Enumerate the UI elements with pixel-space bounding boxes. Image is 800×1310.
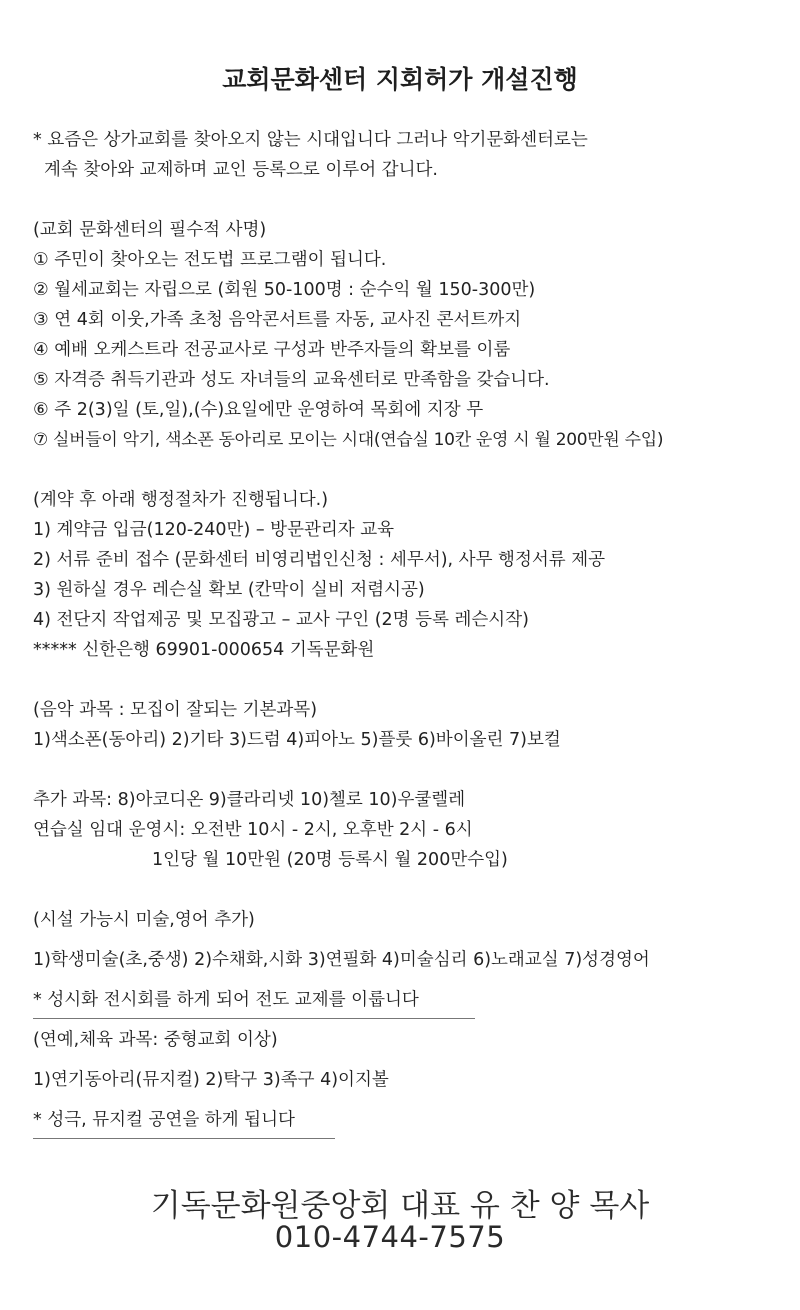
contract-heading: (계약 후 아래 행정절차가 진행됩니다.) <box>33 490 329 510</box>
mission-item: ③ 연 4회 이웃,가족 초청 음악콘서트를 자동, 교사진 콘서트까지 <box>33 310 522 330</box>
performance-subjects: 1)연기동아리(뮤지컬) 2)탁구 3)족구 4)이지볼 <box>33 1070 389 1090</box>
intro-line-2: 계속 찾아와 교제하며 교인 등록으로 이루어 갑니다. <box>44 160 438 180</box>
art-heading: (시설 가능시 미술,영어 추가) <box>33 910 255 930</box>
mission-item: ⑥ 주 2(3)일 (토,일),(수)요일에만 운영하여 목회에 지장 무 <box>33 400 484 420</box>
mission-item: ④ 예배 오케스트라 전공교사로 구성과 반주자들의 확보를 이룸 <box>33 340 511 360</box>
bank-account: ***** 신한은행 69901-000654 기독문화원 <box>33 640 375 660</box>
page-title: 교회문화센터 지회허가 개설진행 <box>222 65 578 94</box>
mission-item: ⑦ 실버들이 악기, 색소폰 동아리로 모이는 시대(연습실 10칸 운영 시 월 200만원 수입) <box>33 430 664 450</box>
art-note: * 성시화 전시회를 하게 되어 전도 교제를 이룹니다 <box>33 990 419 1010</box>
music-basic-subjects: 1)색소폰(동아리) 2)기타 3)드럼 4)피아노 5)플룻 6)바이올린 7)보컬 <box>33 730 561 750</box>
mission-item: ① 주민이 찾아오는 전도법 프로그램이 됩니다. <box>33 250 387 270</box>
contract-item: 4) 전단지 작업제공 및 모집광고 – 교사 구인 (2명 등록 레슨시작) <box>33 610 529 630</box>
rental-hours: 연습실 임대 운영시: 오전반 10시 - 2시, 오후반 2시 - 6시 <box>33 820 473 840</box>
music-heading: (음악 과목 : 모집이 잘되는 기본과목) <box>33 700 318 720</box>
contract-item: 2) 서류 준비 접수 (문화센터 비영리법인신청 : 세무서), 사무 행정서류 제공 <box>33 550 606 570</box>
contract-item: 1) 계약금 입금(120-240만) – 방문관리자 교육 <box>33 520 395 540</box>
music-extra-subjects: 추가 과목: 8)아코디온 9)클라리넷 10)첼로 10)우쿨렐레 <box>33 790 466 810</box>
intro-line-1: * 요즘은 상가교회를 찾아오지 않는 시대입니다 그러나 악기문화센터로는 <box>33 130 588 150</box>
rental-price: 1인당 월 10만원 (20명 등록시 월 200만수입) <box>152 850 508 870</box>
performance-note: * 성극, 뮤지컬 공연을 하게 됩니다 <box>33 1110 295 1130</box>
performance-note-underline <box>33 1138 335 1139</box>
art-subjects: 1)학생미술(초,중생) 2)수채화,시화 3)연필화 4)미술심리 6)노래교실 7)성경영어 <box>33 950 650 970</box>
mission-heading: (교회 문화센터의 필수적 사명) <box>33 220 267 240</box>
phone-number: 010-4744-7575 <box>274 1220 506 1254</box>
contract-item: 3) 원하실 경우 레슨실 확보 (칸막이 실비 저렴시공) <box>33 580 425 600</box>
art-note-underline <box>33 1018 475 1019</box>
mission-item: ② 월세교회는 자립으로 (회원 50-100명 : 순수익 월 150-300만) <box>33 280 536 300</box>
representative-name: 기독문화원중앙회 대표 유 찬 양 목사 <box>150 1188 650 1224</box>
mission-item: ⑤ 자격증 취득기관과 성도 자녀들의 교육센터로 만족함을 갖습니다. <box>33 370 550 390</box>
performance-heading: (연예,체육 과목: 중형교회 이상) <box>33 1030 278 1050</box>
